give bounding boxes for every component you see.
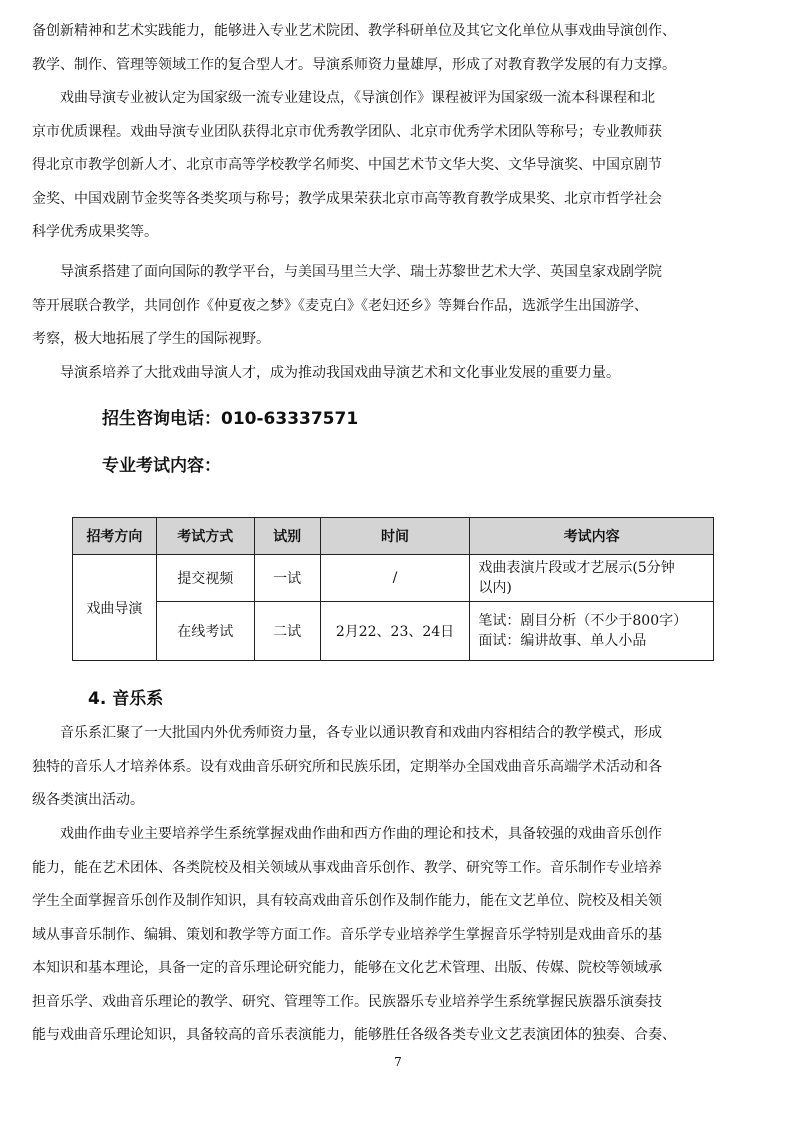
section-heading-music: 4. 音乐系 [88, 689, 164, 709]
text-line: 戏曲导演专业被认定为国家级一流专业建设点，《导演创作》课程被评为国家级一流本科课程和北 [60, 90, 655, 106]
table-cell: 一试 [254, 555, 320, 602]
table-cell: 二试 [254, 602, 320, 661]
cell-line: 戏曲表演片段或才艺展示(5分钟 [478, 560, 675, 576]
table-cell-content [470, 555, 714, 602]
text-line: 导演系搭建了面向国际的教学平台，与美国马里兰大学、瑞士苏黎世艺术大学、英国皇家戏剧学院 [60, 264, 662, 280]
paragraph-intro-continued [32, 15, 764, 82]
exam-table [72, 517, 714, 661]
text-line: 本知识和基本理论，具备一定的音乐理论研究能力，能够在文化艺术管理、出版、传媒、院校等领域承 [32, 960, 662, 976]
page-number: 7 [394, 1055, 402, 1069]
cell-line: 面试：编讲故事、单人小品 [478, 633, 647, 649]
text-line: 戏曲作曲专业主要培养学生系统掌握戏曲作曲和西方作曲的理论和技术，具备较强的戏曲音乐创作 [60, 826, 662, 842]
paragraph-music-majors [32, 818, 764, 1053]
cell-line: 笔试：剧目分析（不少于800字） [478, 613, 688, 629]
table-row [73, 602, 714, 661]
table-cell: 2月22、23、24日 [320, 602, 470, 661]
paragraph-international [32, 256, 764, 357]
text-line: 金奖、中国戏剧节金奖等各类奖项与称号；教学成果荣获北京市高等教育教学成果奖、北京市哲学社会 [32, 190, 662, 207]
text-line: 教学、制作、管理等领域工作的复合型人才。导演系师资力量雄厚，形成了对教育教学发展的有力支撑。 [32, 56, 676, 73]
text-line: 独特的音乐人才培养体系。设有戏曲音乐研究所和民族乐团，定期举办全国戏曲音乐高端学术活动和各 [32, 758, 662, 775]
table-header-cell: 考试内容 [470, 518, 714, 555]
table-cell: 提交视频 [156, 555, 254, 602]
table-header-cell: 招考方向 [73, 518, 157, 555]
text-line: 导演系培养了大批戏曲导演人才，成为推动我国戏曲导演艺术和文化事业发展的重要力量。 [60, 365, 620, 381]
cell-line: 以内) [478, 580, 512, 596]
table-header-row [73, 518, 714, 555]
text-line: 科学优秀成果奖等。 [32, 224, 158, 240]
exam-heading: 专业考试内容： [102, 456, 221, 476]
paragraph-talent [32, 357, 764, 391]
text-line: 能与戏曲音乐理论知识，具备较高的音乐表演能力，能够胜任各级各类专业文艺表演团体的独奏、合奏、 [32, 1027, 676, 1043]
table-header-cell: 考试方式 [156, 518, 254, 555]
table-row [73, 555, 714, 602]
text-line: 音乐系汇聚了一大批国内外优秀师资力量，各专业以通识教育和戏曲内容相结合的教学模式，形成 [60, 725, 662, 741]
table-cell-direction: 戏曲导演 [73, 555, 157, 661]
table-header-cell: 时间 [320, 518, 470, 555]
table-cell: 在线考试 [156, 602, 254, 661]
table-cell-content [470, 602, 714, 661]
text-line: 域从事音乐制作、编辑、策划和教学等方面工作。音乐学专业培养学生掌握音乐学特别是戏曲音乐的基 [32, 926, 662, 943]
table-header-cell: 试别 [254, 518, 320, 555]
text-line: 等开展联合教学，共同创作《仲夏夜之梦》《麦克白》《老妇还乡》等舞台作品，选派学生出国游学、 [32, 297, 648, 314]
text-line: 备创新精神和艺术实践能力，能够进入专业艺术院团、教学科研单位及其它文化单位从事戏曲导演创作、 [32, 23, 676, 39]
phone-heading: 招生咨询电话：010-63337571 [102, 409, 359, 429]
text-line: 能力，能在艺术团体、各类院校及相关领域从事戏曲音乐创作、教学、研究等工作。音乐制作专业培养 [32, 859, 662, 876]
table-cell: / [320, 555, 470, 602]
paragraph-music-intro [32, 717, 764, 818]
text-line: 京市优质课程。戏曲导演专业团队获得北京市优秀教学团队、北京市优秀学术团队等称号；专业教师获 [32, 123, 662, 140]
paragraph-major-recognition [32, 82, 764, 250]
text-line: 考察，极大地拓展了学生的国际视野。 [32, 331, 270, 347]
text-line: 学生全面掌握音乐创作及制作知识，具有较高戏曲音乐创作及制作能力，能在文艺单位、院校及相关领 [32, 893, 662, 909]
text-line: 级各类演出活动。 [32, 792, 144, 808]
text-line: 担音乐学、戏曲音乐理论的教学、研究、管理等工作。民族器乐专业培养学生系统掌握民族器乐演奏技 [32, 993, 662, 1010]
text-line: 得北京市教学创新人才、北京市高等学校教学名师奖、中国艺术节文华大奖、文华导演奖、中国京剧节 [32, 157, 662, 173]
